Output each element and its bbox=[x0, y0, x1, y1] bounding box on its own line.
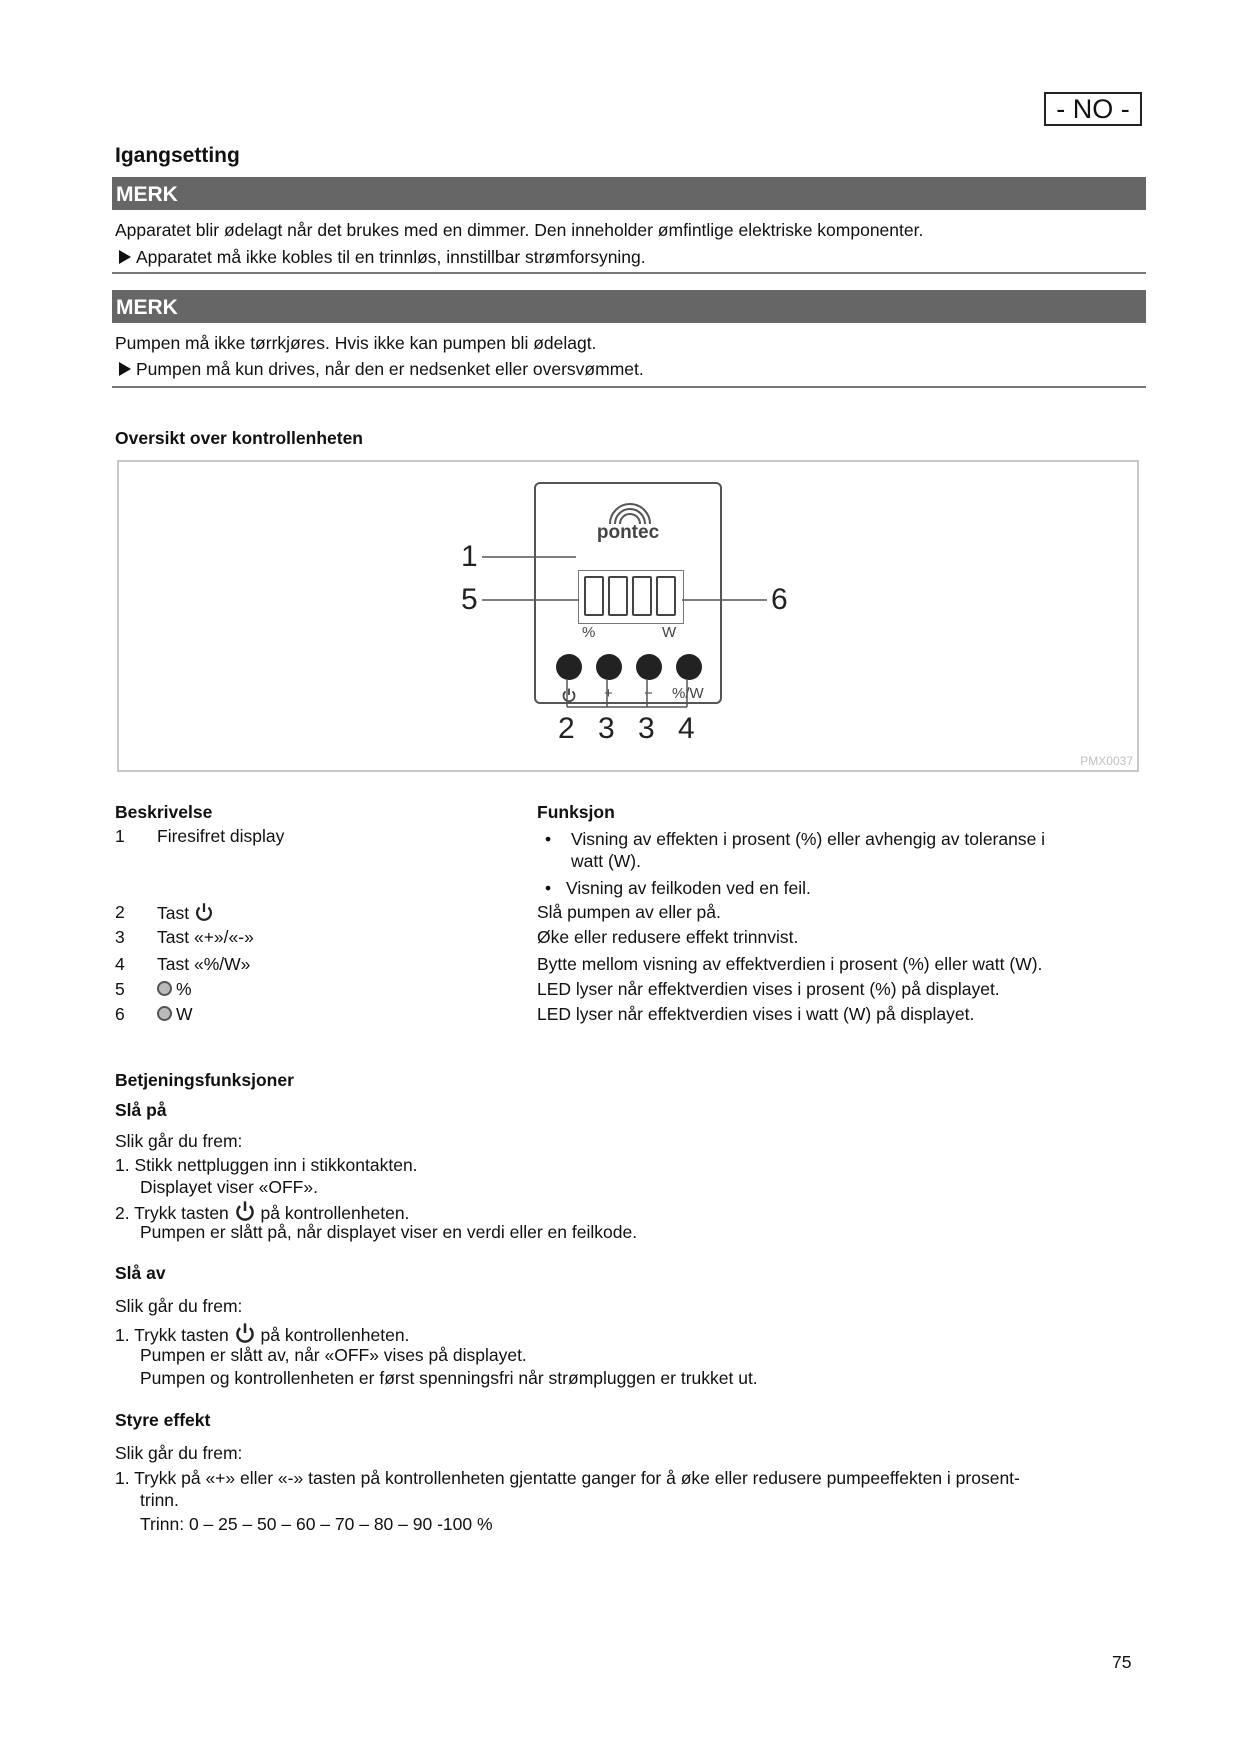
power-icon bbox=[234, 1200, 256, 1222]
note-label-1: MERK bbox=[112, 177, 1146, 210]
on-step-1-result: Displayet viser «OFF». bbox=[140, 1177, 318, 1197]
led-icon bbox=[157, 1006, 172, 1021]
off-result-2: Pumpen og kontrollenheten er først spenningsfri når strømpluggen er trukket ut. bbox=[140, 1368, 758, 1388]
row-desc: Tast «%/W» bbox=[157, 954, 251, 974]
col-func-header: Funksjon bbox=[537, 802, 615, 822]
minus-label: − bbox=[644, 685, 653, 702]
divider bbox=[112, 272, 1146, 274]
row-desc: Firesifret display bbox=[157, 826, 285, 846]
callout-6: 6 bbox=[771, 583, 788, 616]
row-func: LED lyser når effektverdien vises i watt (W) på displayet. bbox=[537, 1004, 975, 1024]
on-intro: Slik går du frem: bbox=[115, 1131, 243, 1151]
percent-watt-label: %/W bbox=[672, 685, 704, 702]
off-step-1 bbox=[115, 1322, 409, 1346]
image-code: PMX0037 bbox=[1080, 754, 1133, 768]
plus-label: + bbox=[604, 685, 613, 702]
callout-5: 5 bbox=[461, 583, 478, 616]
row-number: 2 bbox=[115, 902, 125, 922]
row-func: Slå pumpen av eller på. bbox=[537, 902, 721, 922]
on-step-2-text: 2. Trykk tasten bbox=[115, 1203, 229, 1223]
operation-heading: Betjeningsfunksjoner bbox=[115, 1070, 294, 1090]
row-number: 4 bbox=[115, 954, 125, 974]
row-func: Øke eller redusere effekt trinnvist. bbox=[537, 927, 799, 947]
on-step-2 bbox=[115, 1200, 409, 1224]
row-func: Visning av effekten i prosent (%) eller avhengig av toleranse i bbox=[571, 829, 1046, 849]
callout-1: 1 bbox=[461, 540, 478, 573]
page-number: 75 bbox=[1112, 1652, 1132, 1672]
on-step-2-result: Pumpen er slått på, når displayet viser en verdi eller en feilkode. bbox=[140, 1222, 638, 1242]
note-action-2 bbox=[115, 359, 644, 380]
off-intro: Slik går du frem: bbox=[115, 1296, 243, 1316]
power-icon bbox=[194, 902, 214, 922]
power-step-1: 1. Trykk på «+» eller «-» tasten på kontrollenheten gjentatte ganger for å øke eller redusere pumpeeffekten i prosent- bbox=[115, 1468, 1020, 1488]
note-text-1: Apparatet blir ødelagt når det brukes med en dimmer. Den inneholder ømfintlige elektriske komponenter. bbox=[115, 220, 924, 240]
off-result-1: Pumpen er slått av, når «OFF» vises på displayet. bbox=[140, 1345, 527, 1365]
row-func: LED lyser når effektverdien vises i prosent (%) på displayet. bbox=[537, 979, 1000, 999]
note-action-text-1: Apparatet må ikke kobles til en trinnløs, innstillbar strømforsyning. bbox=[136, 247, 646, 267]
note-text-2: Pumpen må ikke tørrkjøres. Hvis ikke kan pumpen bli ødelagt. bbox=[115, 333, 597, 353]
off-step-1-text: 1. Trykk tasten bbox=[115, 1325, 229, 1345]
control-unit-diagram bbox=[117, 460, 1139, 772]
row-desc bbox=[157, 979, 192, 1000]
note-action-1 bbox=[115, 247, 646, 268]
row-number: 1 bbox=[115, 826, 125, 846]
power-steps: Trinn: 0 – 25 – 50 – 60 – 70 – 80 – 90 -100 % bbox=[140, 1514, 493, 1534]
row-desc-text: W bbox=[176, 1004, 193, 1024]
callout-3: 3 bbox=[638, 712, 655, 745]
power-icon bbox=[234, 1322, 256, 1344]
row-number: 6 bbox=[115, 1004, 125, 1024]
row-number: 5 bbox=[115, 979, 125, 999]
callout-3: 3 bbox=[598, 712, 615, 745]
off-heading: Slå av bbox=[115, 1263, 166, 1283]
power-heading: Styre effekt bbox=[115, 1410, 211, 1430]
overview-heading: Oversikt over kontrollenheten bbox=[115, 428, 363, 448]
arrow-right-icon bbox=[119, 250, 131, 264]
row-desc bbox=[157, 1004, 193, 1025]
callout-2: 2 bbox=[558, 712, 575, 745]
arrow-right-icon bbox=[119, 362, 131, 376]
off-step-1-text: på kontrollenheten. bbox=[260, 1325, 410, 1345]
on-step-2-text: på kontrollenheten. bbox=[260, 1203, 410, 1223]
power-intro: Slik går du frem: bbox=[115, 1443, 243, 1463]
row-func: Visning av feilkoden ved en feil. bbox=[566, 878, 811, 898]
row-func: Bytte mellom visning av effektverdien i prosent (%) eller watt (W). bbox=[537, 954, 1043, 974]
callout-lines bbox=[119, 462, 1137, 770]
row-desc: Tast «+»/«-» bbox=[157, 927, 254, 947]
callout-4: 4 bbox=[678, 712, 695, 745]
percent-led-label: % bbox=[582, 624, 596, 641]
row-desc bbox=[157, 902, 214, 924]
on-heading: Slå på bbox=[115, 1100, 167, 1120]
col-desc-header: Beskrivelse bbox=[115, 802, 213, 822]
power-step-1-cont: trinn. bbox=[140, 1490, 179, 1510]
note-action-text-2: Pumpen må kun drives, når den er nedsenket eller oversvømmet. bbox=[136, 359, 644, 379]
divider bbox=[112, 386, 1146, 388]
brand-name: pontec bbox=[596, 522, 660, 543]
row-desc-text: Tast bbox=[157, 903, 190, 923]
on-step-1: 1. Stikk nettpluggen inn i stikkontakten. bbox=[115, 1155, 418, 1175]
bullet: • bbox=[545, 829, 552, 849]
led-icon bbox=[157, 981, 172, 996]
bullet: • bbox=[545, 878, 552, 898]
row-func: watt (W). bbox=[571, 851, 641, 871]
note-label-2: MERK bbox=[112, 290, 1146, 323]
page-title: Igangsetting bbox=[115, 144, 240, 167]
watt-led-label: W bbox=[662, 624, 677, 641]
row-desc-text: % bbox=[176, 979, 192, 999]
row-number: 3 bbox=[115, 927, 125, 947]
language-tag: - NO - bbox=[1044, 92, 1142, 126]
